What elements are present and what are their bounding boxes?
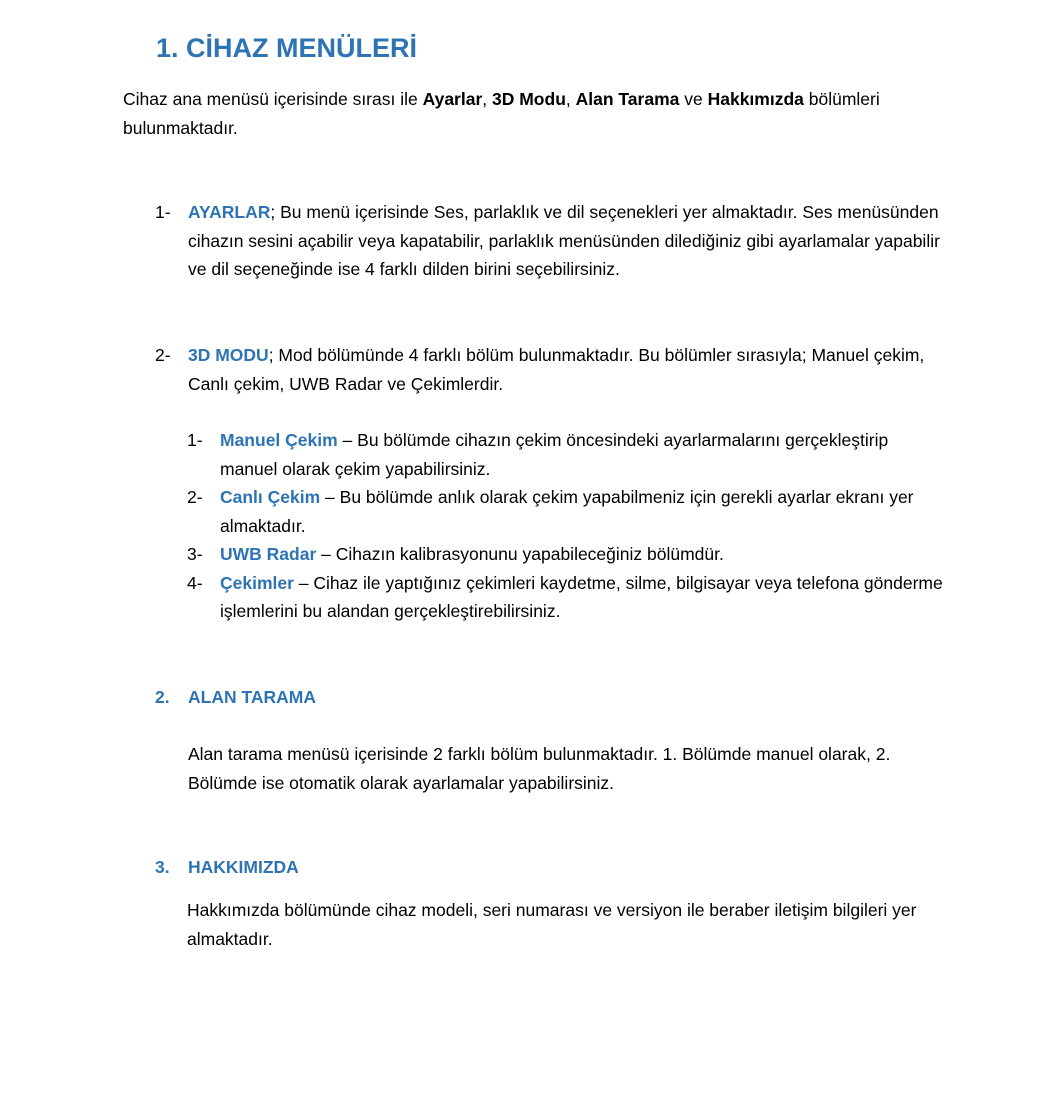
sublist-number: 2-	[187, 487, 203, 507]
list-number: 1-	[155, 202, 171, 222]
sublist-body: – Bu bölümde cihazın çekim öncesindeki ayarlarmalarını gerçekleştirip manuel olarak çekim yapabilirsiniz.	[220, 430, 889, 479]
mode-sublist	[187, 426, 947, 626]
sublist-text	[220, 483, 947, 540]
page-title: 1. CİHAZ MENÜLERİ	[156, 33, 418, 63]
section-body-hakkimizda: Hakkımızda bölümünde cihaz modeli, seri numarası ve versiyon ile beraber iletişim bilgileri yer almaktadır.	[187, 900, 917, 949]
list-text	[188, 198, 955, 284]
sublist-heading: Çekimler	[220, 572, 294, 593]
sublist-item-manuel-cekim	[187, 426, 947, 483]
section-number: 2.	[155, 687, 170, 707]
sublist-text	[220, 569, 947, 626]
intro-item-alan-tarama: Alan Tarama	[575, 89, 680, 109]
list-body: ; Bu menü içerisinde Ses, parlaklık ve dil seçenekleri yer almaktadır. Ses menüsünden cihazın sesini açabilir veya kapatabilir, parlaklık menüsünden dilediğiniz gibi ayarlamalar yapabilir ve dil seçeneğinde ise 4 farklı dilden birini seçebilirsiniz.	[188, 202, 940, 279]
sublist-body: – Bu bölümde anlık olarak çekim yapabilmeniz için gerekli ayarlar ekranı yer almaktadır.	[220, 487, 914, 536]
section-body-alan-tarama: Alan tarama menüsü içerisinde 2 farklı bölüm bulunmaktadır. 1. Bölümde manuel olarak, 2. Bölümde ise otomatik olarak ayarlamalar yapabilirsiniz.	[188, 744, 891, 793]
list-text	[188, 341, 955, 398]
section-heading-hakkimizda	[155, 853, 955, 882]
list-heading-3d-modu: 3D MODU	[188, 345, 269, 365]
list-number: 2-	[155, 345, 171, 365]
intro-sep-2: ,	[565, 89, 576, 109]
sublist-text	[220, 426, 947, 483]
sublist-heading: Canlı Çekim	[220, 487, 321, 507]
intro-sep-1: ,	[482, 89, 492, 109]
list-body: ; Mod bölümünde 4 farklı bölüm bulunmaktadır. Bu bölümler sırasıyla; Manuel çekim, Canlı çekim, UWB Radar ve Çekimlerdir.	[188, 345, 925, 394]
intro-paragraph	[123, 85, 923, 142]
section-title: ALAN TARAMA	[188, 687, 316, 707]
sublist-item-uwb-radar	[187, 540, 947, 569]
sublist-heading: Manuel Çekim	[220, 430, 338, 450]
intro-item-hakkimizda: Hakkımızda	[707, 89, 804, 109]
intro-sep-3: ve	[679, 89, 708, 109]
section-title: HAKKIMIZDA	[188, 857, 299, 877]
sublist-item-canli-cekim	[187, 483, 947, 540]
sublist-item-cekimler	[187, 569, 947, 626]
section-heading-alan-tarama	[155, 683, 955, 712]
list-heading-ayarlar: AYARLAR	[188, 202, 271, 222]
list-item-ayarlar	[155, 198, 955, 284]
sublist-heading: UWB Radar	[220, 544, 317, 564]
list-item-3d-modu	[155, 341, 955, 398]
intro-item-3d-modu: 3D Modu	[492, 89, 566, 109]
sublist-number: 1-	[187, 430, 203, 450]
intro-item-ayarlar: Ayarlar	[422, 89, 483, 109]
sublist-text	[220, 540, 947, 569]
intro-suffix: bölümleri bulunmaktadır.	[123, 89, 880, 138]
sublist-body: – Cihaz ile yaptığınız çekimleri kaydetme, silme, bilgisayar veya telefona gönderme işlemlerini bu alandan gerçekleştirebilirsiniz.	[220, 572, 943, 621]
sublist-body: – Cihazın kalibrasyonunu yapabileceğiniz bölümdür.	[316, 544, 724, 564]
intro-prefix: Cihaz ana menüsü içerisinde sırası ile	[123, 89, 423, 109]
section-number: 3.	[155, 857, 170, 877]
sublist-number: 3-	[187, 544, 203, 564]
sublist-number: 4-	[187, 572, 203, 593]
